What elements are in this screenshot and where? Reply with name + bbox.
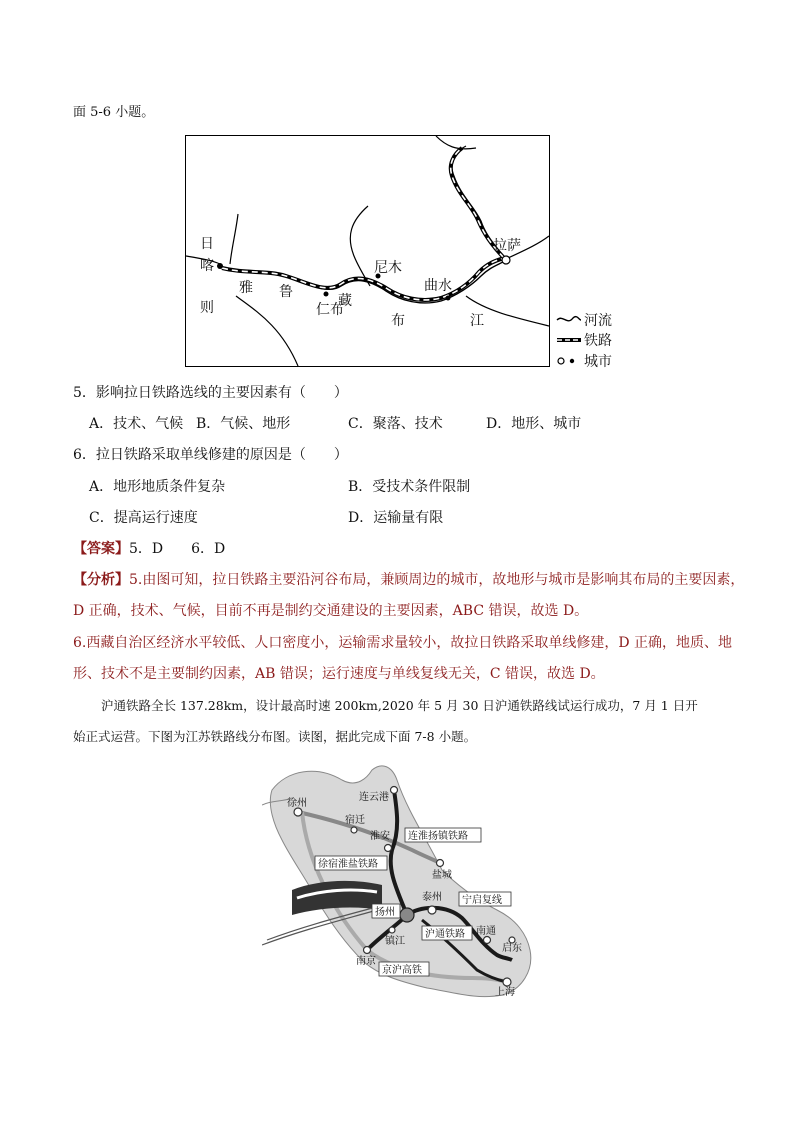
- label-ningqi: 宁启复线: [462, 895, 502, 906]
- label-lasa: 拉萨: [493, 238, 521, 254]
- label-suqian: 宿迁: [345, 815, 365, 826]
- analysis-text-1: 5.由图可知，拉日铁路主要沿河谷布局，兼顾周边的城市，故地形与城市是影响其布局的主要因素，: [129, 572, 745, 588]
- label-xuzhou: 徐州: [287, 798, 307, 809]
- label-nantong: 南通: [476, 926, 496, 937]
- railway-inner: [222, 258, 504, 300]
- city-zhenjiang-marker: [389, 927, 395, 933]
- legend-river-label: 河流: [584, 313, 612, 329]
- city-rikaze-marker: [217, 263, 223, 269]
- intro2-line-1: 沪通铁路全长 137.28km，设计最高时速 200km,2020 年 5 月 30 日沪通铁路线试运行成功，7 月 1 日开: [101, 698, 698, 713]
- river-tributary: [436, 136, 476, 149]
- intro2-line-2: 始正式运营。下图为江苏铁路线分布图。读图，据此完成下面 7-8 小题。: [73, 729, 477, 744]
- label-nanjing: 南京: [356, 956, 376, 967]
- label-yancheng: 盐城: [432, 870, 452, 881]
- label-renbu: 仁布: [316, 302, 344, 318]
- analysis-line-4: 形、技术不是主要制约因素，AB 错误；运行速度与单线复线无关，C 错误，故选 D。: [73, 666, 605, 682]
- q5-option-d: D．地形、城市: [486, 416, 582, 432]
- label-xusu: 徐宿淮盐铁路: [318, 859, 378, 870]
- legend-city-icon-filled: [570, 359, 574, 363]
- city-xuzhou-marker: [294, 808, 302, 816]
- label-lu: 鲁: [279, 284, 293, 300]
- city-yangzhou-marker: [400, 908, 414, 922]
- label-lianhuai: 连淮扬镇铁路: [408, 831, 468, 842]
- map-legend: [555, 308, 645, 372]
- label-bu: 布: [391, 313, 405, 329]
- label-jiang: 江: [470, 313, 484, 329]
- river-yarlung-tsangpo: [220, 260, 506, 303]
- city-lianyungang-marker: [391, 787, 398, 794]
- analysis-line-3: 6.西藏自治区经济水平较低、人口密度小，运输需求量较小，故拉日铁路采取单线修建，D 正确，地质、地: [73, 635, 733, 651]
- river-tributary: [236, 296, 298, 366]
- label-ya: 雅: [239, 280, 253, 296]
- lari-map-svg: [186, 136, 549, 366]
- label-taizhou: 泰州: [422, 892, 442, 903]
- city-nantong-marker: [484, 937, 491, 944]
- river-tributary: [350, 206, 370, 286]
- label-hutong: 沪通铁路: [425, 929, 465, 940]
- intro-line: 面 5-6 小题。: [73, 105, 155, 120]
- legend-city-label: 城市: [584, 354, 612, 370]
- jiangsu-railway-map: [262, 760, 547, 1005]
- city-lasa-marker: [502, 256, 510, 264]
- analysis-tag: 【分析】: [73, 572, 129, 588]
- answer-tag: 【答案】: [73, 541, 129, 557]
- legend-railway-label: 铁路: [584, 333, 612, 349]
- city-renbu-marker: [324, 292, 329, 297]
- label-shanghai: 上海: [495, 987, 515, 998]
- city-qushui-marker: [446, 296, 451, 301]
- label-rikaze-1: 日: [200, 236, 214, 252]
- question-6-stem: 6．拉日铁路采取单线修建的原因是（ ）: [73, 447, 348, 463]
- q6-option-a: A．地形地质条件复杂: [89, 479, 226, 495]
- q6-option-c: C．提高运行速度: [89, 510, 198, 526]
- legend-city-icon-open: [558, 358, 564, 364]
- city-shanghai-marker: [503, 978, 511, 986]
- city-taizhou-marker: [428, 906, 436, 914]
- label-nimu: 尼木: [374, 260, 402, 276]
- city-suqian-marker: [351, 827, 357, 833]
- q6-option-b: B．受技术条件限制: [348, 479, 471, 495]
- answer-text: 5．D 6．D: [129, 541, 226, 557]
- label-qidong: 启东: [502, 943, 522, 954]
- city-huaian-marker: [385, 845, 392, 852]
- question-5-stem: 5．影响拉日铁路选线的主要因素有（ ）: [73, 385, 348, 401]
- q6-option-d: D．运输量有限: [348, 510, 444, 526]
- label-rikaze-2: 喀: [200, 258, 214, 274]
- river-tributary: [230, 214, 238, 264]
- label-yangzhou: 扬州: [375, 907, 395, 918]
- q5-option-a: A．技术、气候: [89, 416, 184, 432]
- q5-option-b: B．气候、地形: [196, 416, 291, 432]
- label-huaian: 淮安: [370, 831, 390, 842]
- analysis-line-2: D 正确，技术、气候，目前不再是制约交通建设的主要因素，ABC 错误，故选 D。: [73, 603, 589, 619]
- q5-option-c: C．聚落、技术: [348, 416, 443, 432]
- label-qushui: 曲水: [424, 278, 452, 294]
- answer-line: [73, 539, 225, 559]
- label-zang: 藏: [338, 293, 352, 309]
- city-yancheng-marker: [437, 860, 444, 867]
- city-nanjing-marker: [364, 947, 371, 954]
- label-lianyungang: 连云港: [359, 792, 389, 803]
- lari-railway-map: [185, 135, 550, 367]
- label-jinghu: 京沪高铁: [382, 965, 422, 976]
- analysis-line-1: [73, 570, 744, 590]
- label-rikaze-3: 则: [200, 300, 214, 316]
- label-zhenjiang: 镇江: [385, 936, 405, 947]
- legend-river-icon: [557, 317, 581, 321]
